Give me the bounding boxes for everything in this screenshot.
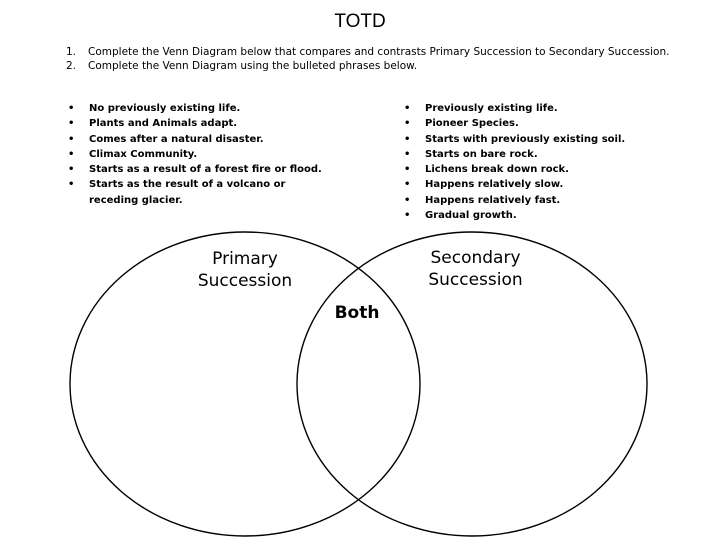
secondary-succession-label xyxy=(403,247,548,291)
instruction-number: 1. xyxy=(66,46,77,58)
phrase-item: • Gradual growth. xyxy=(403,208,663,223)
phrase-item: • Starts as the result of a volcano or receding glacier. xyxy=(67,177,327,208)
secondary-label-line1: Secondary xyxy=(430,248,521,268)
phrase-item: • Pioneer Species. xyxy=(403,116,663,131)
phrase-item: • Plants and Animals adapt. xyxy=(67,116,327,131)
phrase-item: • Comes after a natural disaster. xyxy=(67,132,327,147)
overlap-both-label: Both xyxy=(334,303,380,323)
secondary-label-line2: Succession xyxy=(428,270,523,290)
phrase-item: • Starts with previously existing soil. xyxy=(403,132,663,147)
primary-succession-label xyxy=(175,248,315,292)
phrase-item: • No previously existing life. xyxy=(67,101,327,116)
phrase-item: • Starts as a result of a forest fire or flood. xyxy=(67,162,327,177)
primary-label-line2: Succession xyxy=(197,271,293,291)
instruction-number: 2. xyxy=(66,60,77,72)
primary-label-line1: Primary xyxy=(212,249,278,269)
phrase-item: • Happens relatively slow. xyxy=(403,177,663,192)
phrase-item: • Happens relatively fast. xyxy=(403,193,663,208)
phrase-item: • Starts on bare rock. xyxy=(403,147,663,162)
phrase-item: • Lichens break down rock. xyxy=(403,162,663,177)
page-title: TOTD xyxy=(334,11,386,32)
instruction-text: Complete the Venn Diagram using the bulleted phrases below. xyxy=(88,60,418,72)
instruction-text: Complete the Venn Diagram below that compares and contrasts Primary Succession to Secondary Succession. xyxy=(88,46,670,58)
phrase-item: • Climax Community. xyxy=(67,147,327,162)
phrase-item: • Previously existing life. xyxy=(403,101,663,116)
